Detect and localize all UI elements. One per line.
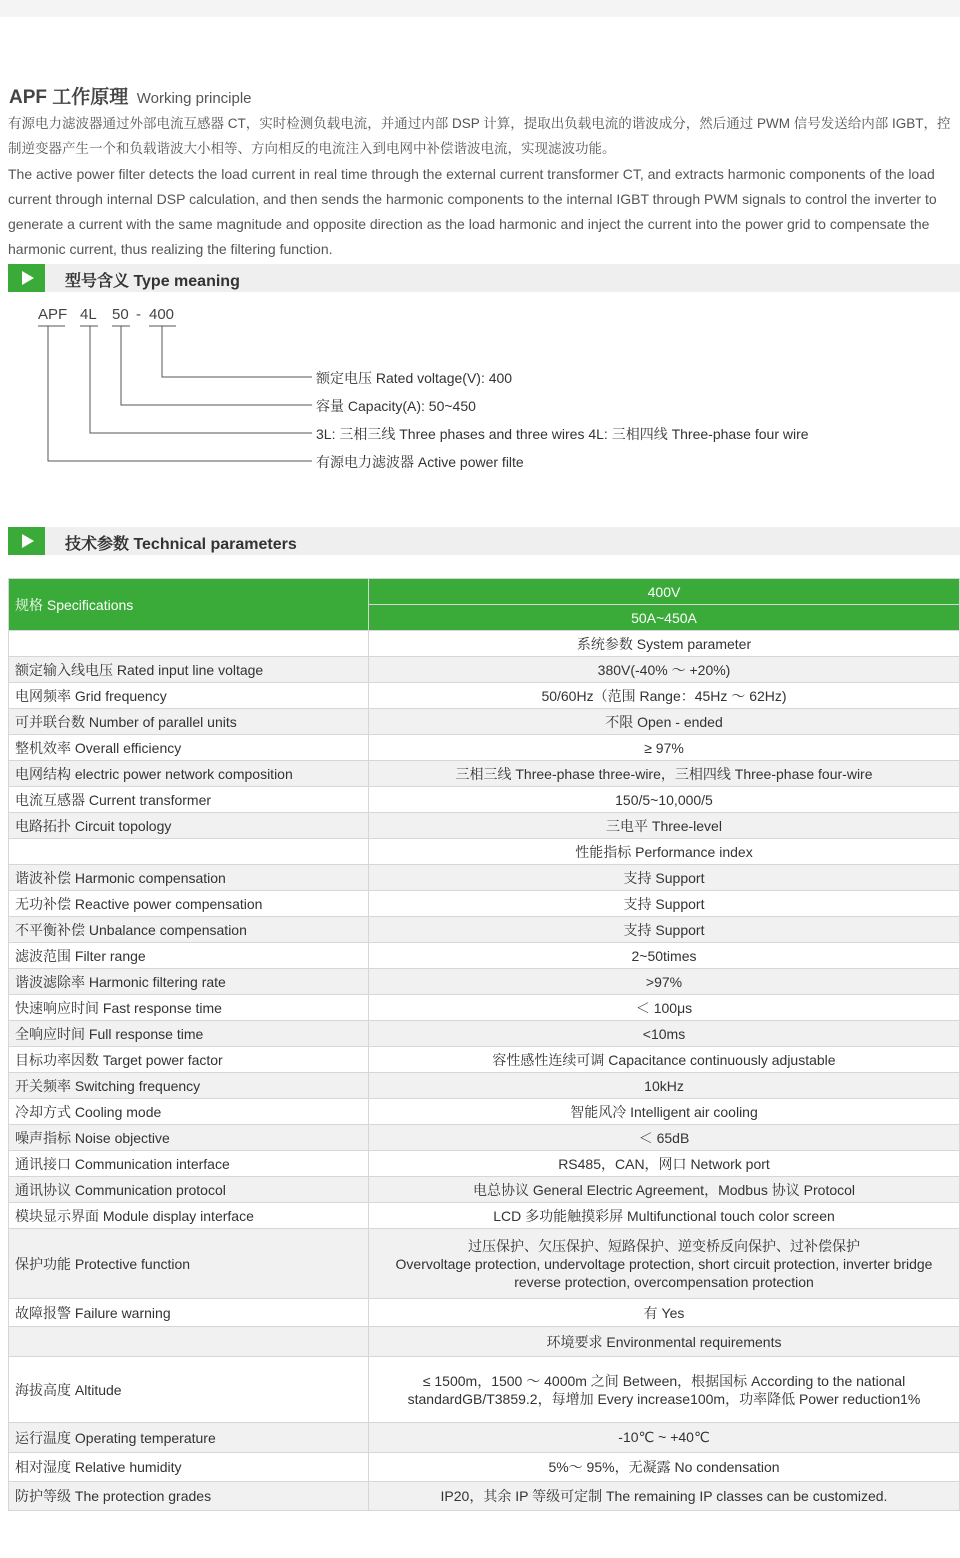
type-meaning-diagram — [0, 300, 960, 490]
code-part-dash: - — [136, 306, 141, 323]
table-row — [9, 761, 960, 787]
param-value: LCD 多功能触摸彩屏 Multifunctional touch color screen — [369, 1203, 960, 1229]
param-value-line: ≤ 1500m，1500 ～ 4000m 之间 Between，根据国标 According to the national — [422, 1372, 906, 1389]
param-value: RS485，CAN，网口 Network port — [369, 1151, 960, 1177]
section-row — [9, 631, 960, 657]
param-name: 电流互感器 Current transformer — [9, 787, 369, 813]
param-name: 谐波滤除率 Harmonic filtering rate — [9, 969, 369, 995]
param-value — [369, 1229, 960, 1299]
param-value: 环境要求 Environmental requirements — [369, 1327, 960, 1357]
param-value: <10ms — [369, 1021, 960, 1047]
table-row — [9, 1099, 960, 1125]
top-strip — [0, 0, 960, 17]
param-value: 10kHz — [369, 1073, 960, 1099]
technical-parameters-heading: 技术参数 Technical parameters — [65, 536, 297, 553]
param-name: 防护等级 The protection grades — [9, 1482, 369, 1511]
param-value: 支持 Support — [369, 917, 960, 943]
param-name: 不平衡补偿 Unbalance compensation — [9, 917, 369, 943]
param-value: ＜ 65dB — [369, 1125, 960, 1151]
table-row — [9, 1423, 960, 1453]
table-row — [9, 1357, 960, 1423]
param-value: >97% — [369, 969, 960, 995]
table-row — [9, 1453, 960, 1482]
param-value: IP20，其余 IP 等级可定制 The remaining IP classes can be customized. — [369, 1482, 960, 1511]
param-name: 冷却方式 Cooling mode — [9, 1099, 369, 1125]
param-value: 电总协议 General Electric Agreement，Modbus 协议 Protocol — [369, 1177, 960, 1203]
param-value: 容性感性连续可调 Capacitance continuously adjustable — [369, 1047, 960, 1073]
type-meaning-header — [8, 264, 960, 292]
param-value: 380V(-40% ～ +20%) — [369, 657, 960, 683]
param-name: 整机效率 Overall efficiency — [9, 735, 369, 761]
param-value-line: 过压保护、欠压保护、短路保护、逆变桥反向保护、过补偿保护 — [468, 1237, 860, 1254]
play-arrow-icon — [8, 264, 45, 292]
table-row — [9, 891, 960, 917]
param-name: 可并联台数 Number of parallel units — [9, 709, 369, 735]
param-name: 滤波范围 Filter range — [9, 943, 369, 969]
title-en: Working principle — [136, 90, 252, 107]
table-row — [9, 735, 960, 761]
param-name — [9, 631, 369, 657]
param-value: 支持 Support — [369, 891, 960, 917]
param-value: 系统参数 System parameter — [369, 631, 960, 657]
param-name: 保护功能 Protective function — [9, 1229, 369, 1299]
section-row — [9, 839, 960, 865]
param-name: 相对湿度 Relative humidity — [9, 1453, 369, 1482]
param-value-line: standardGB/T3859.2，每增加 Every increase100m，功率降低 Power reduction1% — [407, 1390, 921, 1407]
param-value: ≥ 97% — [369, 735, 960, 761]
table-row — [9, 1047, 960, 1073]
param-value: 三相三线 Three-phase three-wire，三相四线 Three-phase four-wire — [369, 761, 960, 787]
code-part-voltage: 400 — [149, 306, 175, 323]
table-row — [9, 1151, 960, 1177]
param-name: 全响应时间 Full response time — [9, 1021, 369, 1047]
label-active-power-filter: 有源电力滤波器 Active power filte — [316, 454, 524, 470]
param-name: 海拔高度 Altitude — [9, 1357, 369, 1423]
code-part-apf: APF — [38, 306, 68, 323]
technical-parameters-header — [8, 527, 960, 555]
param-value: 支持 Support — [369, 865, 960, 891]
param-name: 电路拓扑 Circuit topology — [9, 813, 369, 839]
table-row — [9, 1203, 960, 1229]
table-row — [9, 865, 960, 891]
param-value: 50/60Hz（范围 Range：45Hz ～ 62Hz) — [369, 683, 960, 709]
spec-row-voltage — [9, 579, 960, 605]
table-row — [9, 1229, 960, 1299]
spec-voltage: 400V — [369, 579, 960, 605]
param-name: 运行温度 Operating temperature — [9, 1423, 369, 1453]
param-name — [9, 839, 369, 865]
table-row — [9, 787, 960, 813]
label-wires: 3L: 三相三线 Three phases and three wires 4L: 三相四线 Three-phase four wire — [316, 426, 809, 442]
code-part-capacity: 50 — [112, 306, 129, 323]
code-part-wires: 4L — [80, 306, 97, 323]
spec-label: 规格 Specifications — [9, 579, 369, 631]
param-name: 目标功率因数 Target power factor — [9, 1047, 369, 1073]
table-row — [9, 709, 960, 735]
param-value: 有 Yes — [369, 1299, 960, 1327]
table-row — [9, 1021, 960, 1047]
param-name: 无功补偿 Reactive power compensation — [9, 891, 369, 917]
table-row — [9, 1299, 960, 1327]
spec-current: 50A~450A — [369, 605, 960, 631]
param-name: 故障报警 Failure warning — [9, 1299, 369, 1327]
table-row — [9, 1125, 960, 1151]
param-name: 额定输入线电压 Rated input line voltage — [9, 657, 369, 683]
technical-parameters-table — [8, 578, 960, 1511]
table-row — [9, 813, 960, 839]
param-name: 通讯接口 Communication interface — [9, 1151, 369, 1177]
table-row — [9, 1177, 960, 1203]
param-value: 150/5~10,000/5 — [369, 787, 960, 813]
working-principle-title — [9, 82, 252, 109]
param-name: 谐波补偿 Harmonic compensation — [9, 865, 369, 891]
param-value: ＜ 100μs — [369, 995, 960, 1021]
param-value: 不限 Open - ended — [369, 709, 960, 735]
principle-text-cn: 有源电力滤波器通过外部电流互感器 CT，实时检测负载电流，并通过内部 DSP 计算，提取出负载电流的谐波成分，然后通过 PWM 信号发送给内部 IGBT，控制逆变器产生一个和负载谐波大小相等、方向相反的电流注入到电网中补偿谐波电流，实现滤波功能。 — [8, 116, 951, 156]
param-value: -10℃ ~ +40℃ — [369, 1423, 960, 1453]
label-capacity: 容量 Capacity(A): 50~450 — [316, 398, 476, 414]
param-name: 电网结构 electric power network composition — [9, 761, 369, 787]
param-value-line: reverse protection, overcompensation protection — [514, 1273, 814, 1290]
param-name: 快速响应时间 Fast response time — [9, 995, 369, 1021]
param-name — [9, 1327, 369, 1357]
param-name: 噪声指标 Noise objective — [9, 1125, 369, 1151]
param-name: 模块显示界面 Module display interface — [9, 1203, 369, 1229]
table-row — [9, 917, 960, 943]
table-row — [9, 995, 960, 1021]
param-value: 三电平 Three-level — [369, 813, 960, 839]
param-value — [369, 1357, 960, 1423]
param-value-line: Overvoltage protection, undervoltage protection, short circuit protection, inverter bridge — [395, 1255, 933, 1272]
param-value: 性能指标 Performance index — [369, 839, 960, 865]
param-value: 5%～ 95%，无凝露 No condensation — [369, 1453, 960, 1482]
param-name: 电网频率 Grid frequency — [9, 683, 369, 709]
table-row — [9, 969, 960, 995]
table-row — [9, 943, 960, 969]
principle-text-en: The active power filter detects the load current in real time through the external current transformer CT, and extracts harmonic components of the load current through internal DSP calculation, and then sends the harmonic components to the internal IGBT through PWM signals to control the inverter to generate a current with the same magnitude and opposite direction as the load harmonic and inject the current into the power grid to compensate the harmonic current, thus realizing the filtering function. — [8, 166, 937, 257]
param-value: 2~50times — [369, 943, 960, 969]
param-name: 开关频率 Switching frequency — [9, 1073, 369, 1099]
table-row — [9, 683, 960, 709]
param-name: 通讯协议 Communication protocol — [9, 1177, 369, 1203]
type-meaning-heading: 型号含义 Type meaning — [65, 273, 240, 290]
play-arrow-icon — [8, 527, 45, 555]
table-row — [9, 657, 960, 683]
section-row — [9, 1327, 960, 1357]
table-row — [9, 1482, 960, 1511]
param-value: 智能风冷 Intelligent air cooling — [369, 1099, 960, 1125]
table-row — [9, 1073, 960, 1099]
label-rated-voltage: 额定电压 Rated voltage(V): 400 — [316, 370, 513, 386]
title-cn: APF 工作原理 — [9, 87, 129, 108]
